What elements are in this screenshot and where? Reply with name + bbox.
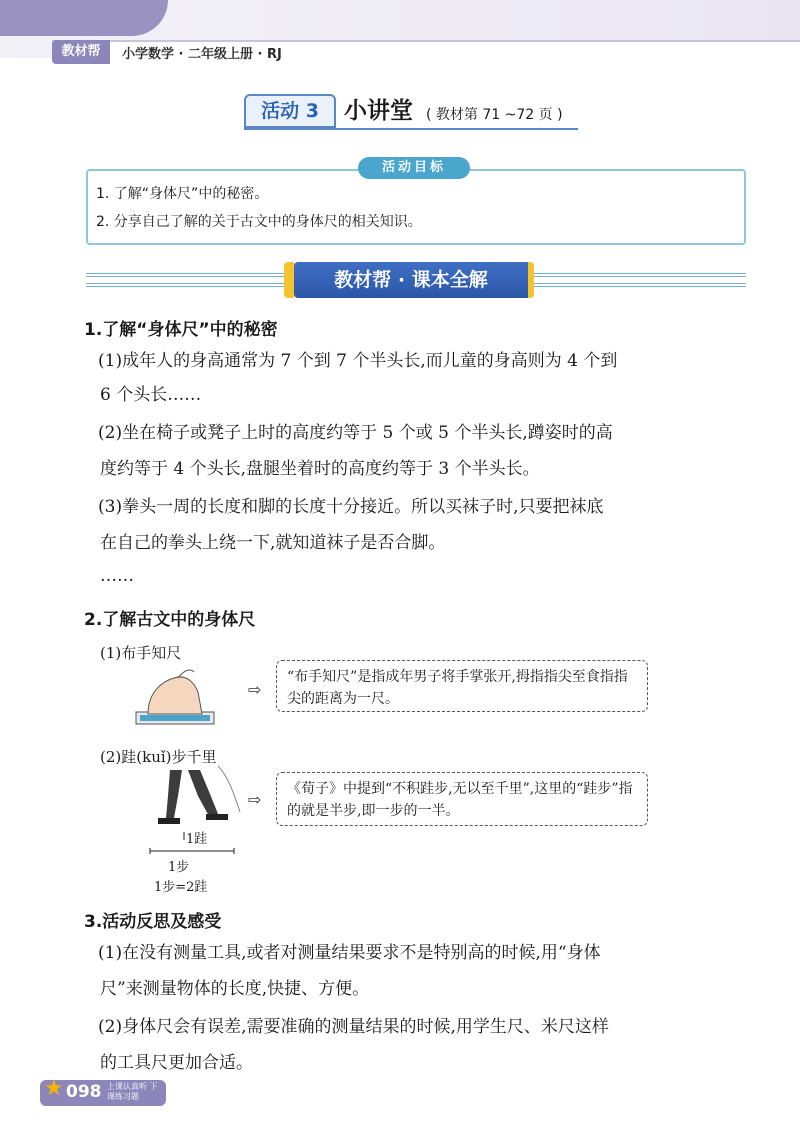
footer-slogan: 上课认真听 下课练习题 [107,1082,158,1101]
section3-line-4: 的工具尺更加合适。 [100,1053,253,1073]
goals-tag: 活动目标 [358,157,470,179]
section1-line-2: 6 个头长…… [100,385,202,405]
section1-line-6: 在自己的拳头上绕一下,就知道袜子是否合脚。 [100,533,446,553]
hand-caption: (1)布手知尺 [100,644,182,662]
section1-heading: 1.了解“身体尺”中的秘密 [84,320,278,340]
section1-line-4: 度约等于 4 个头长,盘腿坐着时的高度约等于 3 个半头长。 [100,459,540,479]
book-title: 小学数学 · 二年级上册 · RJ [122,47,282,62]
section1-line-3: (2)坐在椅子或凳子上时的高度约等于 5 个或 5 个半头长,蹲姿时的高 [98,423,613,443]
goal-item-2: 2. 分享自己了解的关于古文中的身体尺的相关知识。 [96,214,422,230]
goals-box [86,169,746,245]
step-explain-box: 《荀子》中提到“不积跬步,无以至千里”,这里的“跬步”指的就是半步,即一步的一半。 [276,772,648,826]
star-icon: ★ [44,1076,64,1101]
label-one-bu: 1步 [168,860,190,875]
walking-legs-illustration [148,766,248,828]
section1-line-7: …… [100,566,134,586]
section1-line-5: (3)拳头一周的长度和脚的长度十分接近。所以买袜子时,只要把袜底 [98,497,604,517]
section-banner: 教材帮 · 课本全解 [294,262,534,298]
hand-span-illustration [128,664,218,730]
section3-line-3: (2)身体尺会有误差,需要准确的测量结果的时候,用学生尺、米尺这样 [98,1017,609,1037]
brand-tag: 教材帮 [52,40,110,64]
section3-heading: 3.活动反思及感受 [84,912,222,932]
page-number: 098 [66,1082,102,1102]
step-caption: (2)跬(kuǐ)步千里 [100,748,217,766]
banner-accent [284,262,294,298]
section3-line-1: (1)在没有测量工具,或者对测量结果要求不是特别高的时候,用“身体 [98,943,601,963]
section1-line-1: (1)成年人的身高通常为 7 个到 7 个半头长,而儿童的身高则为 4 个到 [98,351,618,371]
activity-label: 活动 3 [244,94,336,128]
goal-item-1: 1. 了解“身体尺”中的秘密。 [96,186,269,202]
section3-line-2: 尺”来测量物体的长度,快捷、方便。 [100,979,370,999]
section2-heading: 2.了解古文中的身体尺 [84,610,256,630]
activity-pages: ( 教材第 71 ~72 页 ) [426,107,563,123]
label-one-kui: 1跬 [186,832,208,847]
label-equation: 1步=2跬 [154,880,208,895]
hand-explain-box: “布手知尺”是指成年男子将手掌张开,拇指指尖至食指指尖的距离为一尺。 [276,660,648,712]
activity-title: 小讲堂 [344,98,413,124]
arrow-icon: ⇨ [248,680,262,699]
arrow-icon: ⇨ [248,790,262,809]
header-tab-decoration [0,0,168,36]
